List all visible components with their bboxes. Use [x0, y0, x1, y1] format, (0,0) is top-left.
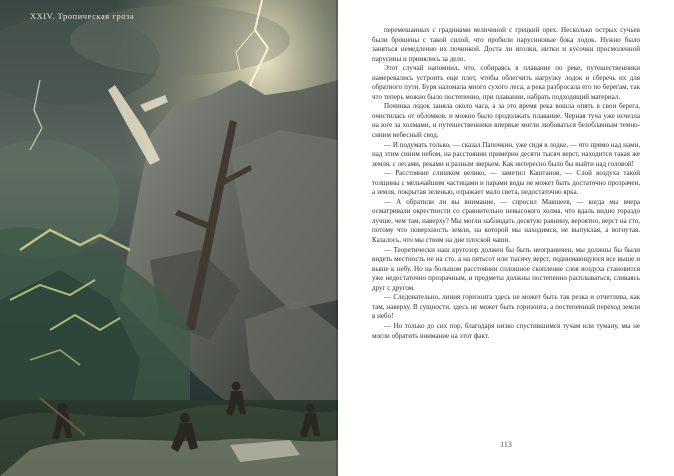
paragraph: — Теоретически наш кругозор должен бы быть неограничен, мы должны бы были видеть местность не на сто, а на пятьсот или тысячу верст, поднимающуюся все выше и выше к небу. Но на большом расстоянии сплошное скопление слоя воздуха становится уже недостаточно прозрачным, и предметы должны постепенно расплываться, сливаясь друг с другом.: [372, 245, 640, 292]
paragraph: — А обратили ли вы внимание, — спросил Макшеев, — когда мы вчера осматривали окрестности со сравнительно невысокого холма, что вдаль видно гораздо лучше, чем там, наверху? Мы могли наблюдать десятую равнину, вероятно, верст на сто, потому что поверхность земли, на которой мы находимся, не выпуклая, а вогнутая. Казалось, что мы стоим на дне плоской чаши.: [372, 197, 640, 245]
running-head: XXIV. Тропическая гроза: [30, 12, 135, 21]
paragraph: — Следовательно, линия горизонта здесь не может быть так резка и отчетлива, как там, наверху. В сущности, здесь не может быть горизонта, а постепенный переход земли в небо!: [372, 293, 640, 321]
paragraph: — Расстояние слишком велико, — заметил Каштанов, — Слой воздуха такой толщины с мельчайшим частицами и парами воды не может быть достаточно прозрачен, а земля, покрытая зеленью, отражает мало света, недостаточно ярка.: [372, 169, 640, 197]
body-text: [372, 26, 640, 341]
page-number: 113: [500, 440, 512, 449]
paragraph: перемешанных с градинами величиной с грецкий орех. Несколько острых сучьев были брошены с такой силой, что пробили парусиновые бока лодок. Нужно было заняться немедленно их починкой. Доста ли иголки, нитки и кусочки просмоленной парусины и принялись за дело.: [372, 26, 640, 63]
paragraph: — И подумать только, — сказал Папочкин, уже сидя в лодке, — что прямо над нами, над этим синим небом, на расстоянии примерно десяти тысяч верст, находится такая же земля, с лесами, реками и разным зверьем. Как интересно было бы выйти над головой!: [372, 140, 640, 168]
paragraph: — Но только до сих пор, благодаря низко спустившимся тучам или туману, мы не могли обратить внимание на этот факт.: [372, 321, 640, 340]
text-page: [338, 0, 674, 476]
paragraph: Этот случай напомнил, что, собираясь в плавание по реке, путешественники намеревались устроить еще плот, чтобы облегчить нагрузку лодок и сберечь их для обратного пути. Буря наломала много сухого леса, а река разбросала его по берегам, так что теперь можно было постепенно, при плавании, набрать подходящий материал.: [372, 64, 640, 101]
paragraph: Починка лодок заняла около часа, а за это время река вошла опять в свои берега, очистилась от обломков, и можно было продолжать плавание. Черная туча уже исчезла на юге за холмами, и путешественники впервые могли любоваться безоблачным темно-синим небесный свод.: [372, 102, 640, 140]
